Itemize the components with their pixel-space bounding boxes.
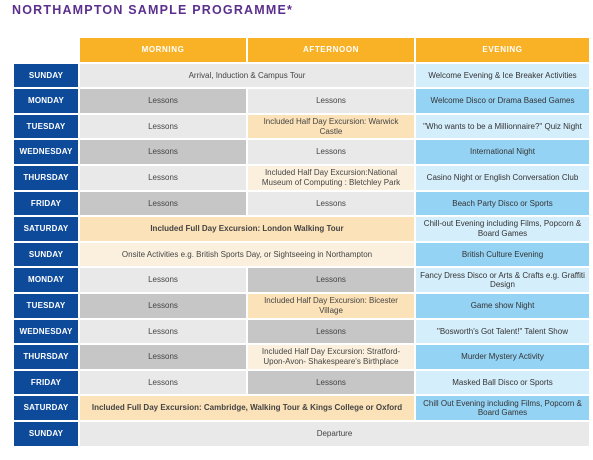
activity-cell: Lessons	[248, 268, 414, 292]
activity-cell: Chill Out Evening including Films, Popcorn & Board Games	[416, 396, 589, 420]
table-row	[14, 422, 589, 446]
activity-cell: Lessons	[80, 294, 246, 318]
activity-cell: "Bosworth's Got Talent!" Talent Show	[416, 320, 589, 344]
activity-cell: Onsite Activities e.g. British Sports Day, or Sightseeing in Northampton	[80, 243, 414, 267]
table-row	[14, 345, 589, 369]
activity-cell: Included Full Day Excursion: London Walking Tour	[80, 217, 414, 241]
activity-cell: Fancy Dress Disco or Arts & Crafts e.g. Graffiti Design	[416, 268, 589, 292]
day-label: TUESDAY	[14, 294, 78, 318]
activity-cell: Game show Night	[416, 294, 589, 318]
day-label: SATURDAY	[14, 396, 78, 420]
table-row	[14, 217, 589, 241]
activity-cell: Lessons	[80, 371, 246, 395]
day-label: FRIDAY	[14, 371, 78, 395]
activity-cell: International Night	[416, 140, 589, 164]
day-label: WEDNESDAY	[14, 140, 78, 164]
activity-cell: Masked Ball Disco or Sports	[416, 371, 589, 395]
day-label: SUNDAY	[14, 64, 78, 88]
day-label: SATURDAY	[14, 217, 78, 241]
activity-cell: "Who wants to be a Millionnaire?" Quiz Night	[416, 115, 589, 139]
activity-cell: Included Half Day Excursion:National Museum of Computing : Bletchley Park	[248, 166, 414, 190]
day-label: THURSDAY	[14, 345, 78, 369]
activity-cell: Lessons	[80, 115, 246, 139]
activity-cell: Lessons	[80, 320, 246, 344]
day-label: SUNDAY	[14, 243, 78, 267]
page-title: NORTHAMPTON SAMPLE PROGRAMME*	[12, 3, 294, 17]
activity-cell: Lessons	[248, 89, 414, 113]
table-row	[14, 166, 589, 190]
activity-cell: Chill-out Evening including Films, Popcorn & Board Games	[416, 217, 589, 241]
day-label: SUNDAY	[14, 422, 78, 446]
activity-cell: Lessons	[80, 192, 246, 216]
activity-cell: Included Half Day Excursion: Stratford-Upon-Avon- Shakespeare's Birthplace	[248, 345, 414, 369]
day-label: TUESDAY	[14, 115, 78, 139]
activity-cell: Lessons	[80, 268, 246, 292]
activity-cell: Murder Mystery Activity	[416, 345, 589, 369]
table-row	[14, 89, 589, 113]
table-row	[14, 320, 589, 344]
activity-cell: Lessons	[248, 140, 414, 164]
table-row	[14, 294, 589, 318]
activity-cell: Included Half Day Excursion: Bicester Village	[248, 294, 414, 318]
programme-body	[14, 64, 589, 446]
table-row	[14, 268, 589, 292]
programme-table	[12, 36, 591, 448]
table-row	[14, 115, 589, 139]
activity-cell: Included Full Day Excursion: Cambridge, Walking Tour & Kings College or Oxford	[80, 396, 414, 420]
activity-cell: Lessons	[248, 371, 414, 395]
day-label: WEDNESDAY	[14, 320, 78, 344]
table-row	[14, 64, 589, 88]
day-label: THURSDAY	[14, 166, 78, 190]
day-label: MONDAY	[14, 89, 78, 113]
day-label: MONDAY	[14, 268, 78, 292]
activity-cell: British Culture Evening	[416, 243, 589, 267]
activity-cell: Beach Party Disco or Sports	[416, 192, 589, 216]
table-row	[14, 243, 589, 267]
activity-cell: Welcome Evening & Ice Breaker Activities	[416, 64, 589, 88]
header-evening: EVENING	[416, 38, 589, 62]
activity-cell: Departure	[80, 422, 589, 446]
header-afternoon: AFTERNOON	[248, 38, 414, 62]
activity-cell: Lessons	[80, 166, 246, 190]
activity-cell: Arrival, Induction & Campus Tour	[80, 64, 414, 88]
activity-cell: Included Half Day Excursion: Warwick Castle	[248, 115, 414, 139]
corner-cell	[14, 38, 78, 62]
activity-cell: Lessons	[248, 320, 414, 344]
header-row	[14, 38, 589, 62]
activity-cell: Lessons	[80, 345, 246, 369]
activity-cell: Welcome Disco or Drama Based Games	[416, 89, 589, 113]
table-row	[14, 140, 589, 164]
table-row	[14, 192, 589, 216]
activity-cell: Lessons	[248, 192, 414, 216]
activity-cell: Lessons	[80, 140, 246, 164]
day-label: FRIDAY	[14, 192, 78, 216]
activity-cell: Lessons	[80, 89, 246, 113]
table-row	[14, 396, 589, 420]
activity-cell: Casino Night or English Conversation Club	[416, 166, 589, 190]
header-morning: MORNING	[80, 38, 246, 62]
table-row	[14, 371, 589, 395]
